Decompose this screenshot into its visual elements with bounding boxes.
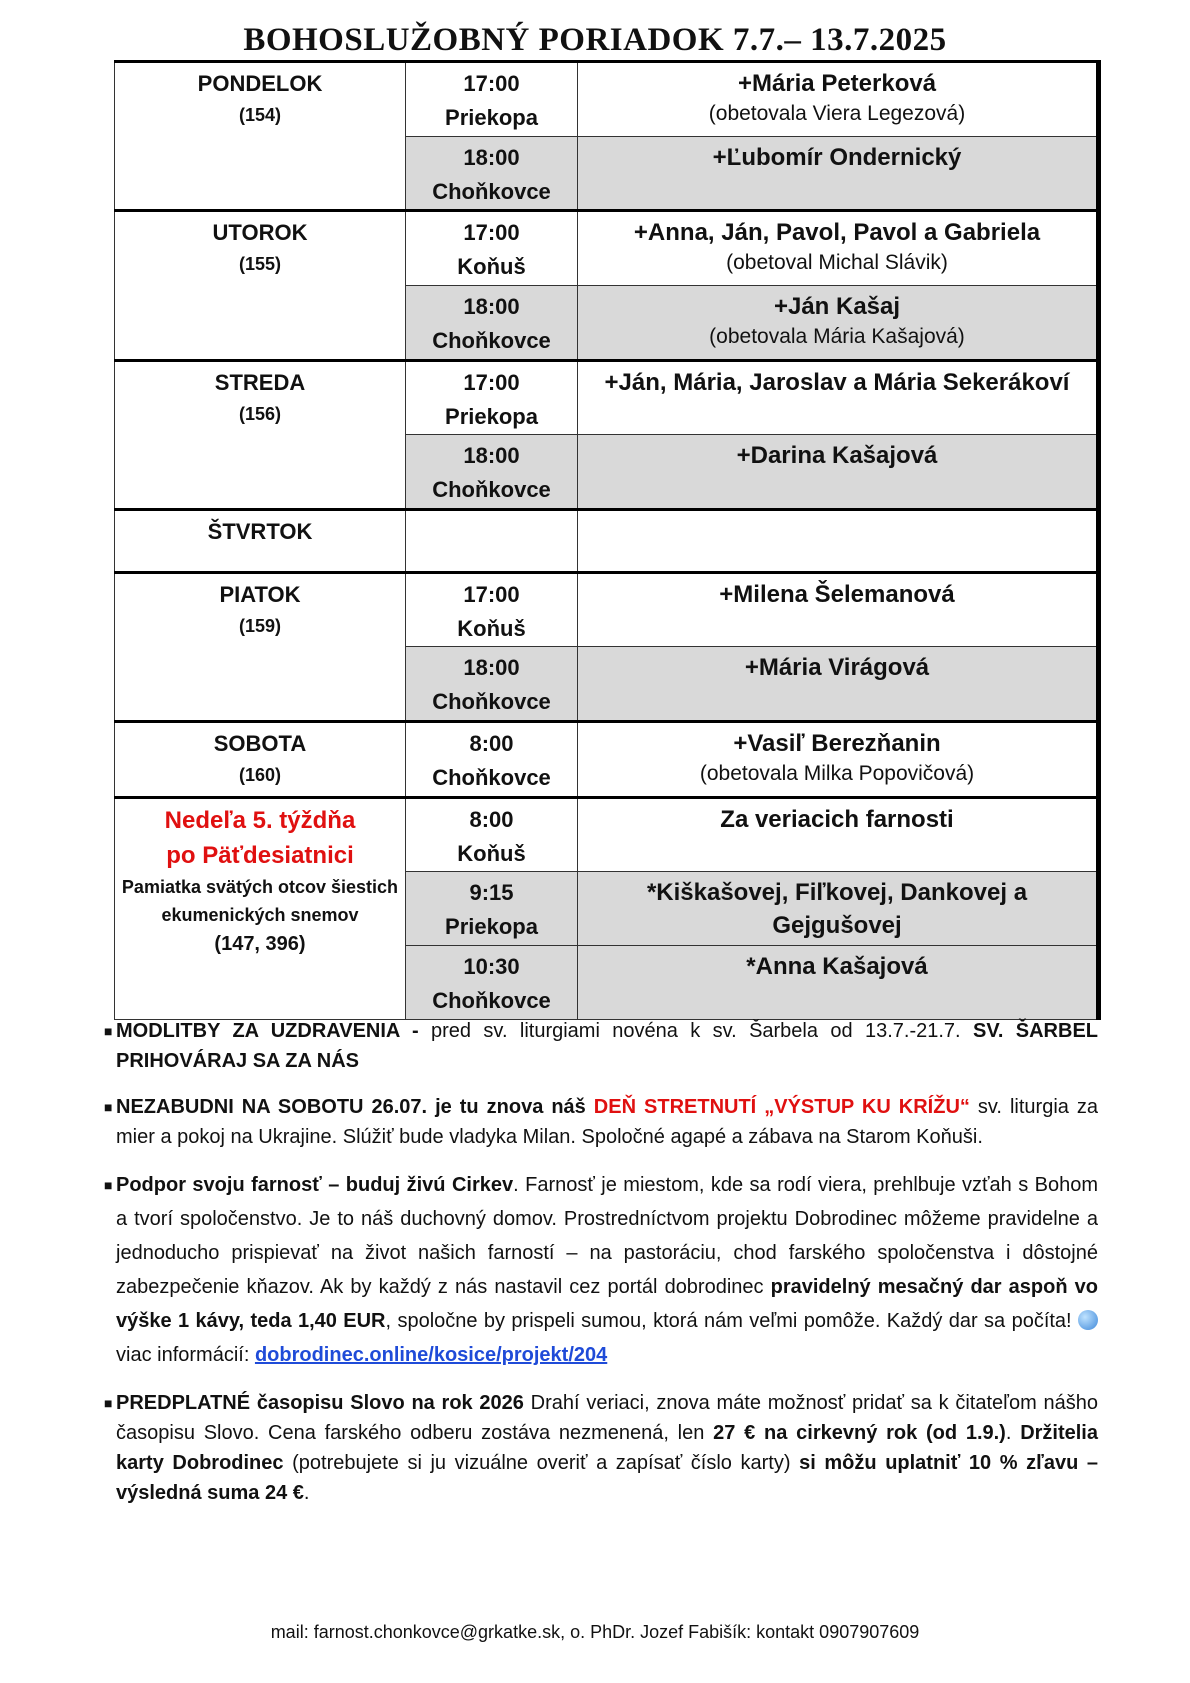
day-cell (115, 211, 406, 360)
note-healing-prayers (104, 1016, 1098, 1076)
service-place: Priekopa (445, 403, 538, 429)
note-emphasis: SV. ŠARBEL PRIHOVÁRAJ SA ZA NÁS (116, 1020, 1098, 1072)
service-time: 17:00 (463, 369, 520, 395)
day-name: PONDELOK (197, 71, 323, 96)
schedule-row (115, 360, 1099, 435)
service-time: 10:30 (463, 954, 520, 980)
intention-name: +Vasiľ Berezňanin (733, 730, 941, 758)
service-place: Priekopa (445, 105, 538, 130)
service-place: Choňkovce (432, 765, 551, 791)
day-name: PIATOK (219, 581, 301, 607)
day-number: (154) (238, 105, 282, 125)
intention-name: Za veriacich farnosti (720, 805, 954, 833)
note-highlight: DEŇ STRETNUTÍ „VÝSTUP KU KRÍŽU“ (593, 1096, 970, 1118)
note-heading: Podpor svoju farnosť – buduj živú Cirkev (116, 1174, 514, 1196)
intention-cell (578, 946, 1099, 1020)
service-time: 17:00 (463, 71, 520, 96)
intention-name: +Anna, Ján, Pavol, Pavol a Gabriela (633, 219, 1041, 247)
note-text: Drahí veriaci, znova máte možnosť pridať sa k čitateľom nášho časopisu Slovo. Cena farského odberu zostáva nezmenená, len (116, 1392, 1098, 1444)
day-name: STREDA (214, 369, 306, 395)
time-cell (406, 435, 578, 510)
sunday-commemoration: Pamiatka svätých otcov šiestich (121, 876, 399, 897)
page-title: BOHOSLUŽOBNÝ PORIADOK 7.7.– 13.7.2025 (243, 22, 947, 58)
note-emphasis: pravidelný mesačný dar aspoň vo výške 1 kávy, teda 1,40 EUR (116, 1276, 1098, 1332)
note-text: (potrebujete si ju vizuálne overiť a zapísať číslo karty) (283, 1452, 800, 1474)
time-cell (406, 946, 578, 1020)
time-cell (406, 136, 578, 211)
day-name: SOBOTA (213, 731, 307, 757)
time-cell (406, 211, 578, 286)
note-heading: PREDPLATNÉ časopisu Slovo na rok 2026 (116, 1392, 524, 1414)
day-cell (115, 572, 406, 721)
time-cell (406, 286, 578, 361)
note-subscription (104, 1388, 1098, 1508)
service-place: Priekopa (445, 914, 538, 940)
schedule-row (115, 572, 1099, 647)
intention-name: +Ján Kašaj (773, 293, 901, 321)
bullet-icon: ■ (104, 1023, 113, 1039)
intention-cell (578, 360, 1099, 435)
service-time: 18:00 (463, 144, 520, 170)
sunday-title: po Päťdesiatnici (166, 841, 354, 869)
sunday-number: (147, 396) (214, 932, 306, 955)
intention-name: +Mária Peterková (737, 70, 937, 97)
intention-cell (578, 797, 1099, 872)
time-cell (406, 360, 578, 435)
intention-offered-by: (obetovala Milka Popovičová) (699, 762, 975, 786)
note-text: , spoločne by prispeli sumou, ktorá nám veľmi pomôže. Každý dar sa počíta! (385, 1310, 1078, 1332)
intention-offered-by: (obetovala Viera Legezová) (708, 102, 966, 125)
service-place: Koňuš (457, 254, 526, 280)
service-time: 8:00 (469, 731, 514, 757)
note-emphasis: si môžu uplatniť 10 % zľavu – výsledná suma 24 € (116, 1452, 1099, 1504)
day-cell (115, 62, 406, 211)
schedule-row (115, 510, 1099, 573)
intention-cell (578, 286, 1099, 361)
time-cell (406, 722, 578, 798)
service-time: 18:00 (463, 294, 520, 320)
schedule-row (115, 797, 1099, 872)
note-heading: NEZABUDNI NA SOBOTU 26.07. je tu znova náš (116, 1096, 594, 1118)
day-number: (159) (238, 615, 282, 636)
day-name: UTOROK (212, 220, 308, 246)
note-support-parish (104, 1168, 1098, 1372)
contact-footer: mail: farnost.chonkovce@grkatke.sk, o. PhDr. Jozef Fabišík: kontakt 0907907609 (270, 1622, 920, 1642)
day-number: (155) (238, 254, 282, 275)
intention-name: +Ján, Mária, Jaroslav a Mária Sekerákoví (604, 368, 1070, 396)
globe-icon (1078, 1310, 1098, 1330)
sunday-title: Nedeľa 5. týždňa (164, 806, 356, 834)
note-emphasis: Držitelia karty Dobrodinec (116, 1422, 1098, 1474)
note-meeting-day (104, 1092, 1098, 1152)
time-cell (406, 62, 578, 137)
time-cell (406, 872, 578, 946)
intention-offered-by: (obetoval Michal Slávik) (726, 251, 948, 275)
service-place: Choňkovce (432, 689, 551, 715)
note-text: viac informácií: (116, 1344, 255, 1366)
service-place: Koňuš (457, 840, 526, 866)
day-cell (115, 360, 406, 509)
service-place: Choňkovce (432, 477, 551, 503)
note-text: . (303, 1482, 310, 1504)
service-time: 9:15 (469, 880, 514, 906)
note-emphasis: 27 € na cirkevný rok (od 1.9.) (713, 1422, 1006, 1444)
note-text: sv. liturgia za mier a pokoj na Ukrajine. Slúžiť bude vladyka Milan. Spoločné agapé a zábava na Starom Koňuši. (116, 1096, 1099, 1148)
intention-cell (578, 572, 1099, 647)
intention-name: +Ľubomír Ondernický (712, 143, 962, 171)
intention-offered-by: (obetovala Mária Kašajová) (709, 325, 965, 349)
schedule-row (115, 211, 1099, 286)
intention-name: *Anna Kašajová (746, 953, 928, 981)
intention-name: *Kiškašovej, Fiľkovej, Dankovej a Gejgušovej (646, 879, 1028, 940)
schedule-row (115, 62, 1099, 137)
intention-name: +Darina Kašajová (736, 442, 938, 470)
schedule-row (115, 722, 1099, 798)
time-cell (406, 510, 578, 573)
announcements (104, 1016, 1098, 1524)
intention-cell (578, 647, 1099, 722)
bullet-icon: ■ (104, 1177, 113, 1193)
time-cell (406, 572, 578, 647)
time-cell (406, 797, 578, 872)
intention-name: +Milena Šelemanová (719, 580, 955, 608)
service-time: 8:00 (469, 806, 514, 832)
sunday-cell (115, 797, 406, 1019)
service-time: 18:00 (463, 655, 520, 681)
intention-name: +Mária Virágová (744, 654, 930, 682)
service-time: 17:00 (463, 581, 520, 607)
day-number: (156) (238, 403, 282, 424)
intention-cell (578, 211, 1099, 286)
intention-cell (578, 435, 1099, 510)
bullet-icon: ■ (104, 1395, 113, 1411)
intention-cell (578, 722, 1099, 798)
note-text: . (1005, 1422, 1021, 1444)
service-place: Koňuš (457, 615, 526, 641)
sunday-commemoration: ekumenických snemov (161, 904, 359, 925)
dobrodinec-link[interactable]: dobrodinec.online/kosice/projekt/204 (254, 1344, 608, 1366)
intention-cell (578, 872, 1099, 946)
day-number: (160) (238, 765, 282, 786)
day-name: ŠTVRTOK (207, 519, 313, 545)
day-cell (115, 510, 406, 573)
intention-cell (578, 136, 1099, 211)
service-place: Choňkovce (432, 328, 551, 354)
day-cell (115, 722, 406, 798)
schedule-table (114, 60, 1101, 1020)
service-time: 17:00 (463, 220, 520, 246)
intention-cell (578, 62, 1099, 137)
bullet-icon: ■ (104, 1099, 113, 1115)
service-place: Choňkovce (432, 988, 551, 1014)
note-heading: MODLITBY ZA UZDRAVENIA - (116, 1020, 419, 1042)
note-text: pred sv. liturgiami novéna k sv. Šarbela od 13.7.-21.7. (418, 1020, 973, 1042)
time-cell (406, 647, 578, 722)
service-place: Choňkovce (432, 178, 551, 204)
note-text: . Farnosť je miestom, kde sa rodí viera, prehlbuje vzťah s Bohom a tvorí spoločenstvo. Je to náš duchovný domov. Prostredníctvom projektu Dobrodinec môžeme pravidelne a jednoducho prispievať na život našich farností – na pastoráciu, chod farského spoločenstva i dôstojné zabezpečenie kňazov. Ak by každý z nás nastavil cez portál dobrodinec (116, 1174, 1098, 1298)
intention-cell (578, 510, 1099, 573)
service-time: 18:00 (463, 443, 520, 469)
